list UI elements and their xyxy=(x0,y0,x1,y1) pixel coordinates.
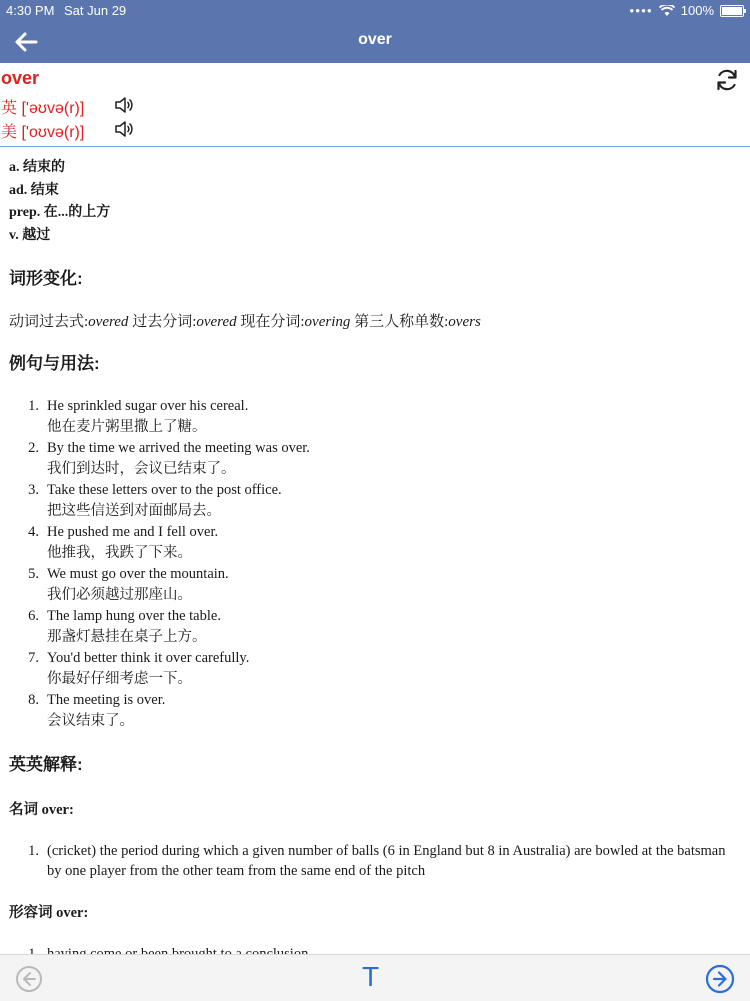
example-item: 2. By the time we arrived the meeting was over. 我们到达时，会议已结束了。 xyxy=(28,440,310,477)
uk-phonetic: ['əʊvə(r)] xyxy=(21,100,85,117)
noun-definitions xyxy=(9,841,729,881)
example-item: 6. The lamp hung over the table. 那盏灯悬挂在桌子上方。 xyxy=(28,608,221,645)
font-size-button[interactable]: T xyxy=(362,961,380,992)
english-defs-heading: 英英解释: xyxy=(9,755,83,774)
status-bar xyxy=(0,0,750,20)
example-item: 3. Take these letters over to the post office. 把这些信送到对面邮局去。 xyxy=(28,482,282,519)
status-right xyxy=(629,3,744,18)
battery-fill xyxy=(722,7,742,15)
definition-item: v. 越过 xyxy=(9,227,51,243)
status-time: 4:30 PM xyxy=(6,3,55,18)
wifi-icon xyxy=(659,5,675,17)
forms-heading: 词形变化: xyxy=(9,269,83,288)
noun-heading: 名词 over: xyxy=(9,802,74,818)
example-item: 7. You'd better think it over carefully. 你最好仔细考虑一下。 xyxy=(28,650,250,687)
example-item: 8. The meeting is over. 会议结束了。 xyxy=(28,692,166,729)
speaker-icon[interactable] xyxy=(113,118,135,140)
next-arrow-icon[interactable] xyxy=(705,964,735,994)
uk-pronunciation xyxy=(1,95,84,118)
examples-list xyxy=(9,396,729,732)
example-item: 5. We must go over the mountain. 我们必须越过那座山。 xyxy=(28,566,229,603)
examples-heading: 例句与用法: xyxy=(9,354,100,373)
definition-item: a. 结束的 xyxy=(9,160,65,175)
speaker-icon[interactable] xyxy=(113,94,135,116)
battery-percent: 100% xyxy=(680,3,714,18)
previous-arrow-icon[interactable] xyxy=(15,965,43,993)
refresh-icon[interactable] xyxy=(714,67,740,93)
battery-icon xyxy=(720,5,744,17)
definition-item: ad. 结束 xyxy=(9,182,59,198)
headword: over xyxy=(1,68,40,88)
nav-title: over xyxy=(358,31,392,48)
definitions-list xyxy=(9,157,739,247)
nav-bar xyxy=(0,20,750,63)
bottom-toolbar xyxy=(0,954,750,1001)
example-item: 4. He pushed me and I fell over. 他推我，我跌了下来。 xyxy=(28,524,219,561)
us-phonetic: ['oʊvə(r)] xyxy=(21,124,85,141)
list-item: 1. (cricket) the period during which a given number of balls (6 in England but 8 in Australia) are bowled at the batsman by one player from the other team from the same end of the pitch xyxy=(28,843,726,879)
word-header xyxy=(0,63,750,147)
example-item: 1. He sprinkled sugar over his cereal. 他在麦片粥里撒上了糖。 xyxy=(28,398,249,435)
status-date: Sat Jun 29 xyxy=(64,3,127,18)
us-label: 美 xyxy=(1,124,18,141)
uk-label: 英 xyxy=(1,100,18,117)
dnd-dots-icon: ●●●● xyxy=(629,6,653,15)
word-forms: 动词过去式:overed 过去分词:overed 现在分词:overing 第三人称单数:overs xyxy=(9,314,481,330)
definition-content xyxy=(9,157,739,921)
definition-item: prep. 在...的上方 xyxy=(9,205,111,220)
us-pronunciation xyxy=(1,119,84,142)
adj-heading: 形容词 over: xyxy=(9,905,89,921)
